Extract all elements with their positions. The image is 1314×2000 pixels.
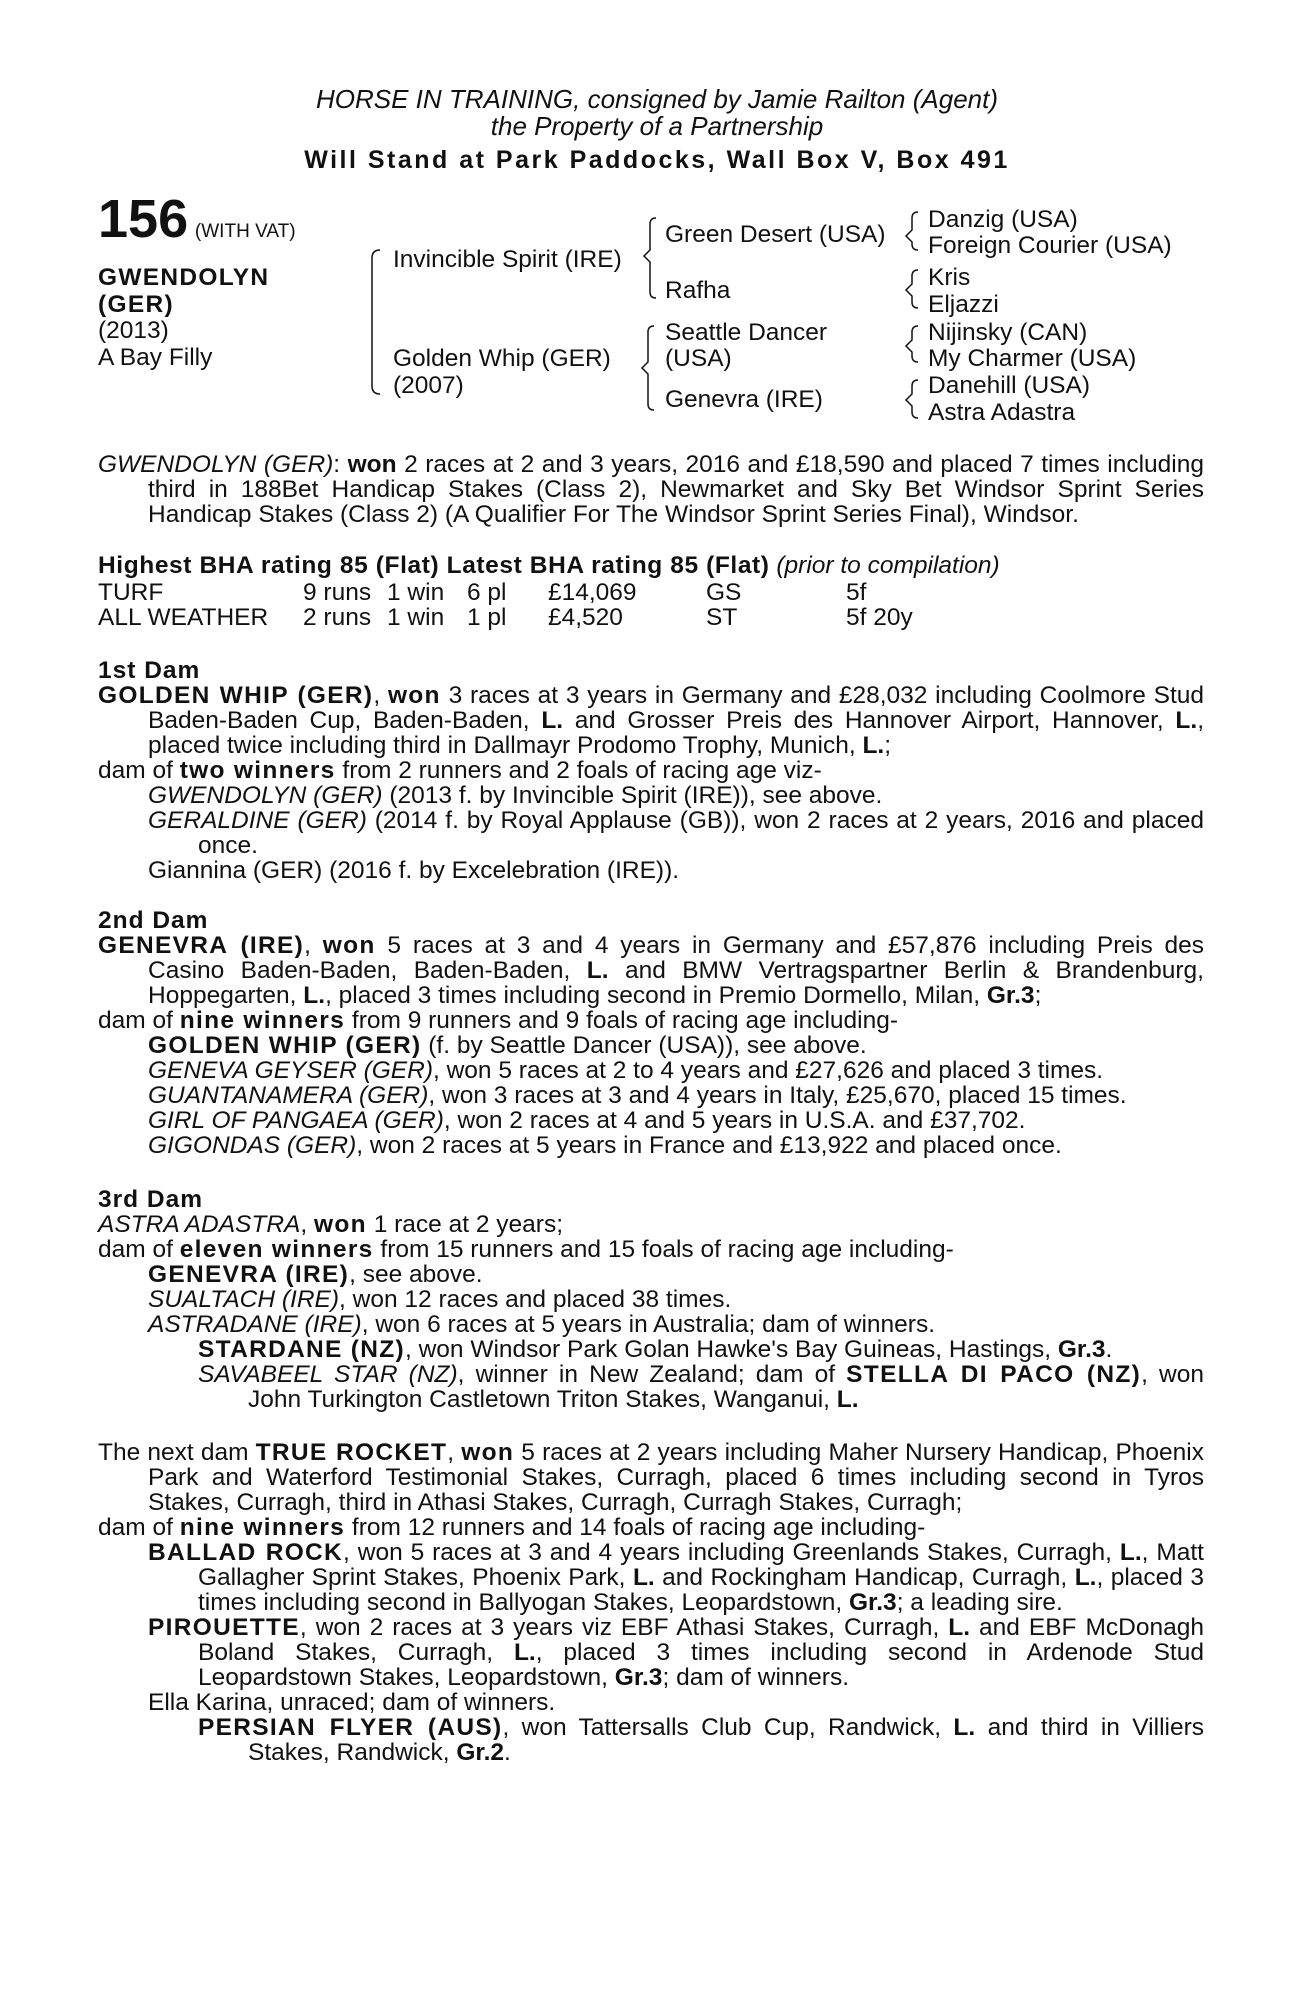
race-summary: GWENDOLYN (GER): won 2 races at 2 and 3 years, 2016 and £18,590 and placed 7 times including third in 188Bet Handicap Stakes (Class 2), Newmarket and Sky Bet Windsor Sprint Series Handicap Stakes (Class 2) (A Qualifier For The Windsor Sprint Series Final), Windsor. [98, 451, 1204, 528]
progeny-text: (2013 f. by Invincible Spirit (IRE)), see above. [382, 782, 883, 809]
vat-note: (WITH VAT) [194, 221, 296, 242]
surface: TURF [98, 579, 164, 606]
grand-progeny-text: , winner in New Zealand; dam of [457, 1361, 847, 1388]
second-dam-section: GENEVRA (IRE), won 5 races at 3 and 4 years in Germany and £57,876 including Preis des Casino Baden-Baden, Baden-Baden, L. and BMW Vertragspartner Berlin & Brandenburg, Hoppegarten, L., placed 3 times including second in Premio Dormello, Milan, Gr.3; dam of nine winners from 9 runners and 9 foals of racing age including- GOLDEN WHIP (GER) (f. by Seattle Dancer (USA)), see above. GENEVA GEYSER (GER), won 5 races at 2 to 4 years and £27,626 and placed 3 times. GUANTANAMERA (GER), won 3 races at 3 and 4 years in Italy, £25,670, placed 15 times. GIRL OF PANGAEA (GER), won 2 races at 4 and 5 years in U.S.A. and £37,702. GIGONDAS (GER), won 2 races at 5 years in France and £13,922 and placed once. [98, 932, 1204, 1159]
progeny-text: , placed 3 times including second in Ardenode Stud Leopardstown Stakes, Leopardstown, [198, 1639, 1204, 1691]
progeny-text: , placed 3 times including second in Ballyogan Stakes, Leopardstown, [198, 1564, 1205, 1616]
progeny-text: and Rockingham Handicap, Curragh, [654, 1564, 1075, 1591]
progeny-name: PIROUETTE [148, 1614, 300, 1641]
dam-of-suffix: from 2 runners and 2 foals of racing age viz- [335, 757, 822, 784]
dam2-text: ; [1034, 982, 1042, 1009]
progeny-text: ; a leading sire. [896, 1589, 1063, 1616]
sire-dam-brace [372, 250, 380, 394]
next-dam-text: 5 races at 2 years including Maher Nursery Handicap, Phoenix Park and Waterford Testimonial Stakes, Curragh, placed 6 times including second in Tyros Stakes, Curragh, third in Athasi Stakes, Curragh, Curragh Stakes, Curragh; [148, 1439, 1204, 1516]
ratings-row-all-weather [0, 605, 1314, 630]
gen3-brace-3 [906, 326, 918, 362]
distance: 5f 20y [846, 604, 913, 631]
going: GS [706, 579, 742, 606]
first-dam-heading: 1st Dam [98, 657, 201, 684]
ancestor-5: Nijinsky (CAN) [928, 319, 1088, 346]
progeny-name: SUALTACH (IRE) [148, 1286, 340, 1313]
lot-number: 156 [98, 189, 189, 249]
progeny-text: , won 6 races at 5 years in Australia; dam of winners. [361, 1311, 936, 1338]
foaling-year: (2013) [98, 317, 169, 344]
dam2-text: , placed 3 times including second in Premio Dormello, Milan, [325, 982, 987, 1009]
summary-text: 2 races at 2 and 3 years, 2016 and £18,590 and placed 7 times including third in 188Bet Handicap Stakes (Class 2), Newmarket and Sky Bet Windsor Sprint Series Handicap Stakes (Class 2) (A Qualifier For The Windsor Sprint Series Final), Windsor. [148, 451, 1204, 528]
wins: 1 win [387, 579, 445, 606]
dam3-name: ASTRA ADASTRA [98, 1211, 301, 1238]
progeny-name: GIGONDAS (GER) [148, 1132, 357, 1159]
dam-sire-line1: Seattle Dancer [665, 319, 828, 346]
progeny-text: , won 2 races at 5 years in France and £13,922 and placed once. [356, 1132, 1062, 1159]
progeny-name: GENEVA GEYSER (GER) [148, 1057, 433, 1084]
winners-count: two winners [179, 757, 336, 784]
progeny-text: (2014 f. by Royal Applause (GB)), won 2 races at 2 years, 2016 and placed once. [198, 807, 1204, 859]
progeny-text: , won 2 races at 3 years viz EBF Athasi Stakes, Curragh, [299, 1614, 949, 1641]
grand-progeny-name: STARDANE (NZ) [198, 1336, 405, 1363]
sire-dam: Rafha [665, 277, 731, 304]
ancestor-8: Astra Adastra [928, 399, 1076, 426]
dam1-won: won [387, 682, 441, 709]
grand-progeny-text: . [1105, 1336, 1113, 1363]
progeny-name: GUANTANAMERA (GER) [148, 1082, 429, 1109]
dam2-name: GENEVRA (IRE) [98, 932, 305, 959]
listed-mark: L. [953, 1714, 976, 1741]
progeny-name: GERALDINE (GER) [148, 807, 367, 834]
separator: , [300, 1211, 315, 1238]
dam-of-suffix: from 15 runners and 15 foals of racing age including- [373, 1236, 954, 1263]
progeny-name: GIRL OF PANGAEA (GER) [148, 1107, 444, 1134]
progeny-text: Giannina (GER) (2016 f. by Excelebration (IRE)). [148, 857, 680, 884]
progeny-text: , won 5 races at 2 to 4 years and £27,626 and placed 3 times. [433, 1057, 1104, 1084]
listed-mark: L. [1119, 1539, 1142, 1566]
grand-progeny-text: . [504, 1739, 511, 1766]
progeny-name: GWENDOLYN (GER) [148, 782, 383, 809]
progeny-text: , won 5 races at 3 and 4 years including Greenlands Stakes, Curragh, [343, 1539, 1120, 1566]
progeny-text: and EBF McDonagh Boland Stakes, Curragh, [198, 1614, 1204, 1666]
dam-of-prefix: dam of [98, 1236, 180, 1263]
winners-count: nine winners [179, 1514, 346, 1541]
bha-ratings: Highest BHA rating 85 (Flat) Latest BHA rating 85 (Flat) [98, 552, 770, 579]
listed-mark: L. [513, 1639, 536, 1666]
dam3-won: won [314, 1211, 367, 1238]
grand-progeny-text: , won Tattersalls Club Cup, Randwick, [502, 1714, 954, 1741]
summary-won: won [347, 451, 397, 478]
winners-count: eleven winners [179, 1236, 374, 1263]
progeny-text: (f. by Seattle Dancer (USA)), see above. [421, 1032, 867, 1059]
progeny-text: , won 12 races and placed 38 times. [339, 1286, 732, 1313]
next-dam-name: TRUE ROCKET [255, 1439, 448, 1466]
consignor-line: HORSE IN TRAINING, consigned by Jamie Railton (Agent) [315, 84, 999, 114]
listed-mark: L. [862, 732, 885, 759]
dam3-text: 1 race at 2 years; [366, 1211, 564, 1238]
dam-dam: Genevra (IRE) [665, 386, 823, 413]
listed-mark: L. [1175, 707, 1198, 734]
runs: 9 runs [303, 579, 372, 606]
wins: 1 win [387, 604, 445, 631]
horse-description: A Bay Filly [98, 344, 213, 371]
surface: ALL WEATHER [98, 604, 269, 631]
dam: Golden Whip (GER) [393, 345, 611, 372]
gen3-brace-4 [906, 380, 918, 418]
grand-progeny-text: , won John Turkington Castletown Triton Stakes, Wanganui, [248, 1361, 1204, 1413]
listed-mark: L. [948, 1614, 971, 1641]
dam-sire-line2: (USA) [665, 345, 732, 372]
second-dam-heading: 2nd Dam [98, 907, 209, 934]
bha-ratings-line [98, 553, 1000, 578]
dam-of-suffix: from 9 runners and 9 foals of racing age including- [345, 1007, 899, 1034]
dam-of-suffix: from 12 runners and 14 foals of racing age including- [345, 1514, 926, 1541]
dam-year: (2007) [393, 372, 464, 399]
ancestor-1: Danzig (USA) [928, 206, 1078, 233]
ancestor-4: Eljazzi [928, 291, 999, 318]
group-mark: Gr.3 [986, 982, 1035, 1009]
dam2-text: 5 races at 3 and 4 years in Germany and £57,876 including Preis des Casino Baden-Baden, Baden-Baden, [148, 932, 1204, 984]
dam-of-prefix: dam of [98, 1514, 180, 1541]
listed-mark: L. [836, 1386, 859, 1413]
group-mark: Gr.3 [614, 1664, 663, 1691]
separator: , [447, 1439, 462, 1466]
placings: 1 pl [467, 604, 507, 631]
ratings-row-turf [0, 580, 1314, 605]
ancestor-3: Kris [928, 264, 971, 291]
dam-brace [642, 326, 654, 410]
prize-money: £14,069 [548, 579, 637, 606]
going: ST [706, 604, 738, 631]
dam-of-prefix: dam of [98, 757, 180, 784]
group-mark: Gr.2 [456, 1739, 505, 1766]
dam-of-prefix: dam of [98, 1007, 180, 1034]
horse-country: (GER) [98, 291, 174, 318]
summary-horse-name: GWENDOLYN (GER) [98, 451, 334, 478]
dam2-text: and BMW Vertragspartner Berlin & Brandenburg, Hoppegarten, [148, 957, 1204, 1009]
third-dam-heading: 3rd Dam [98, 1186, 204, 1213]
grand-progeny-name: PERSIAN FLYER (AUS) [198, 1714, 503, 1741]
next-dam-section [98, 1440, 1204, 1765]
gen3-brace-2 [906, 270, 918, 308]
listed-mark: L. [586, 957, 609, 984]
next-dam-prefix: The next dam [98, 1439, 256, 1466]
horse-name: GWENDOLYN [98, 264, 270, 291]
progeny-name: BALLAD ROCK [148, 1539, 344, 1566]
winners-count: nine winners [179, 1007, 346, 1034]
listed-mark: L. [632, 1564, 655, 1591]
ancestor-2: Foreign Courier (USA) [928, 232, 1172, 259]
sire: Invincible Spirit (IRE) [393, 246, 622, 273]
dam2-won: won [322, 932, 376, 959]
prize-money: £4,520 [548, 604, 623, 631]
progeny-text: , see above. [349, 1261, 483, 1288]
dam1-text: and Grosser Preis des Hannover Airport, Hannover, [563, 707, 1176, 734]
progeny-text: , won 2 races at 4 and 5 years in U.S.A. and £37,702. [443, 1107, 1026, 1134]
third-dam-section [98, 1212, 1204, 1412]
grand-progeny-name: STELLA DI PACO (NZ) [846, 1361, 1142, 1388]
progeny-name: ASTRADANE (IRE) [148, 1311, 362, 1338]
progeny-text: ; dam of winners. [662, 1664, 850, 1691]
group-mark: Gr.3 [1057, 1336, 1106, 1363]
gen3-brace-1 [906, 212, 918, 250]
grand-progeny-name: SAVABEEL STAR (NZ) [198, 1361, 458, 1388]
property-line: the Property of a Partnership [490, 111, 824, 141]
grand-progeny-text: , won Windsor Park Golan Hawke's Bay Guineas, Hastings, [404, 1336, 1058, 1363]
sire-sire: Green Desert (USA) [665, 221, 886, 248]
ancestor-7: Danehill (USA) [928, 372, 1091, 399]
distance: 5f [846, 579, 867, 606]
progeny-name: GENEVRA (IRE) [148, 1261, 350, 1288]
listed-mark: L. [1074, 1564, 1097, 1591]
progeny-text: Ella Karina, unraced; dam of winners. [148, 1689, 556, 1716]
ancestor-6: My Charmer (USA) [928, 345, 1137, 372]
placings: 6 pl [467, 579, 507, 606]
group-mark: Gr.3 [849, 1589, 897, 1616]
dam1-text: , placed twice including third in Dallmayr Prodomo Trophy, Munich, [148, 707, 1204, 759]
next-dam-won: won [461, 1439, 515, 1466]
dam1-text: ; [884, 732, 892, 759]
progeny-text: , Matt Gallagher Sprint Stakes, Phoenix Park, [198, 1539, 1204, 1591]
grand-progeny-text: and third in Villiers Stakes, Randwick, [248, 1714, 1204, 1766]
dam1-text: 3 races at 3 years in Germany and £28,032 including Coolmore Stud Baden-Baden Cup, Baden-Baden, [148, 682, 1205, 734]
progeny-name: GOLDEN WHIP (GER) [148, 1032, 422, 1059]
progeny-text: , won 3 races at 3 and 4 years in Italy, £25,670, placed 15 times. [428, 1082, 1127, 1109]
listed-mark: L. [303, 982, 326, 1009]
runs: 2 runs [303, 604, 372, 631]
listed-mark: L. [541, 707, 564, 734]
pedigree-braces [0, 0, 1314, 440]
sire-brace [644, 218, 656, 298]
dam1-name: GOLDEN WHIP (GER) [98, 682, 374, 709]
ratings-note: (prior to compilation) [776, 552, 1000, 579]
stabling-line: Will Stand at Park Paddocks, Wall Box V, Box 491 [304, 146, 1010, 174]
first-dam-section: GOLDEN WHIP (GER), won 3 races at 3 years in Germany and £28,032 including Coolmore Stud Baden-Baden Cup, Baden-Baden, L. and Grosser Preis des Hannover Airport, Hannover, L., placed twice including third in Dallmayr Prodomo Trophy, Munich, L.; dam of two winners from 2 runners and 2 foals of racing age viz- GWENDOLYN (GER) (2013 f. by Invincible Spirit (IRE)), see above. GERALDINE (GER) (2014 f. by Royal Applause (GB)), won 2 races at 2 years, 2016 and placed once. Giannina (GER) (2016 f. by Excelebration (IRE)). [98, 682, 1205, 884]
